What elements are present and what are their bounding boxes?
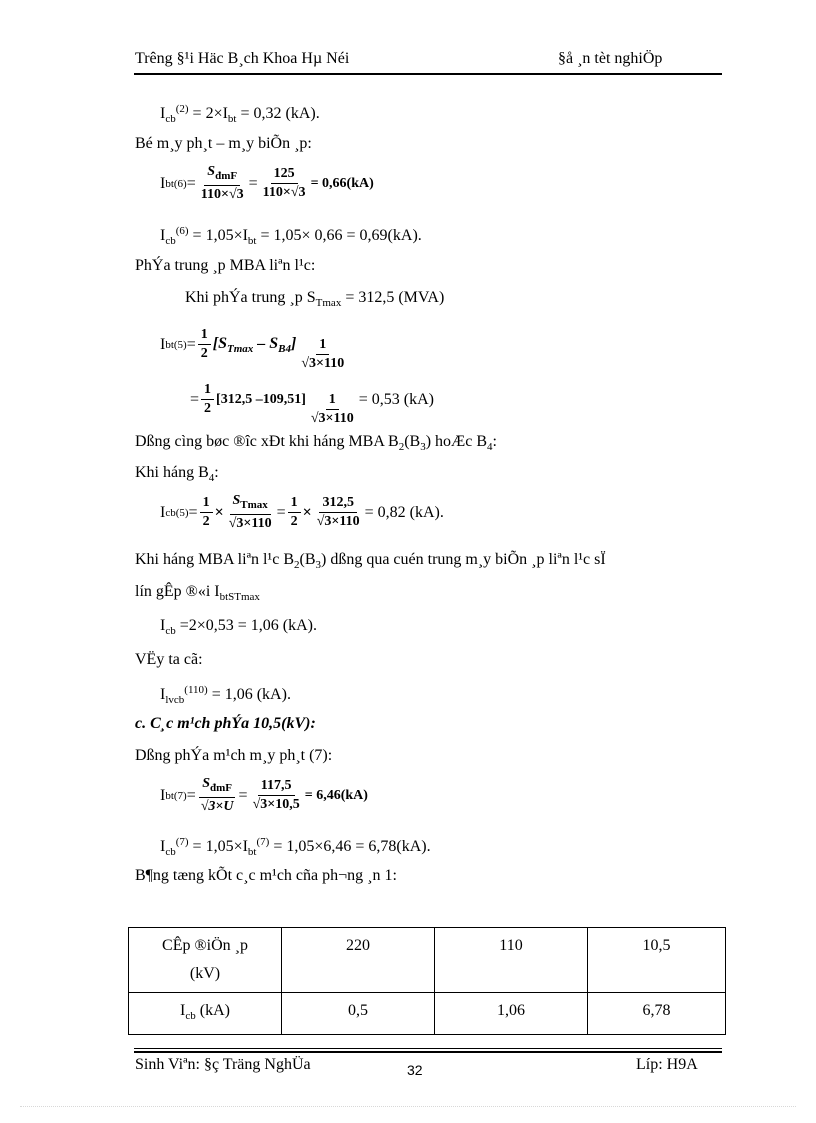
eq-icb5: I cb (5) = $\frac{1}{2}$ × $\frac{S_{Tmax}}{√3\times 110}$ = $\frac{1}{2}$ × $\frac{312,5}{√3\times 110}$ = 0,82 (kA).	[160, 493, 444, 531]
text-vay-ta-co: VËy ta cã:	[135, 651, 203, 668]
fraction: $\frac{1}{2}$	[200, 494, 213, 531]
fraction: $\frac{S_{đmF}}{√3\times U}$	[200, 776, 234, 814]
fraction: $\frac{125}{110\times√3}$	[262, 166, 306, 200]
table-cell: 110	[435, 928, 588, 993]
table-cell: 220	[282, 928, 435, 993]
page-number: 32	[407, 1062, 423, 1078]
table-cell: CÊp ®iÖn ¸p (kV)	[129, 928, 282, 993]
eq-icb7: $I_{cb}^{(7)} = 1,05\times I_{bt}^{(7)} = 1,05\times 6,46 = 6,78(kA)$.	[160, 836, 431, 858]
fraction: $\frac{S_{Tmax}}{√3\times 110}$	[228, 493, 272, 531]
text-bang-tong-ket: B¶ng tæng kÕt c¸c m¹ch cña ph¬ng ¸n 1:	[135, 867, 397, 884]
table-row	[129, 993, 726, 1035]
table-cell: $I_{cb}$ (kA)	[129, 993, 282, 1035]
table-cell: 1,06	[435, 993, 588, 1035]
table-cell: 10,5	[588, 928, 726, 993]
footer-right: Líp: H9A	[636, 1056, 698, 1073]
header-right: §å ¸n tèt nghiÖp	[558, 50, 663, 67]
fraction: $\frac{1}{2}$	[288, 494, 301, 531]
fraction: $\frac{1}{2}$	[201, 381, 214, 418]
text-bo-may-phat: Bé m¸y ph¸t – m¸y biÕn ¸p:	[135, 135, 312, 152]
text-phia-trung-ap: PhÝa trung ¸p MBA liªn l¹c:	[135, 257, 316, 274]
text-khi-hong-b4: Khi háng $B_4$:	[135, 464, 219, 484]
eq-ibt5: I bt (5) = $\frac{1}{2}$ $[S_{Tmax} - S_{B4}]$ $\frac{1}{√3\times 110}$	[160, 316, 349, 373]
eq-icb2: $I_{cb}^{(2)} = 2\times I_{bt} = 0,32$ (kA).	[160, 103, 320, 125]
table-cell: 6,78	[588, 993, 726, 1035]
header-rule	[134, 73, 722, 75]
footer-rule-1	[134, 1048, 722, 1049]
fraction: $\frac{1}{2}$	[198, 326, 211, 363]
table-row	[129, 928, 726, 993]
summary-table	[128, 927, 726, 1035]
fraction: $\frac{117,5}{√3\times 10,5}$	[252, 778, 300, 812]
eq-ibt7: I bt (7) = $\frac{S_{đmF}}{√3\times U}$ = $\frac{117,5}{√3\times 10,5}$ = 6,46(kA)	[160, 776, 368, 814]
footer-rule-2	[134, 1051, 722, 1053]
fraction: $\frac{1}{√3\times 110}$	[301, 337, 345, 371]
eq-ibt6: I bt (6) = $\frac{S_{đmF}}{110\times√3}$ = $\frac{125}{110\times√3}$ = 0,66(kA)	[160, 164, 374, 202]
footer-left: Sinh Viªn: §ç Träng NghÜa	[135, 1056, 311, 1073]
eq-ilvcb: $I_{lvcb}^{(110)} = 1,06$ (kA).	[160, 684, 291, 706]
fraction: $\frac{312,5}{√3\times 110}$	[316, 495, 360, 529]
text-lon-gap-doi: lín gÊp ®«i $I_{btSTmax}$	[135, 583, 260, 603]
eq-ibt5-value: = $\frac{1}{2}$ [312,5 –109,51] $\frac{1}{√3\times 110}$ = 0,53 (kA)	[190, 382, 434, 426]
text-khi-hong-mba: Khi háng MBA liªn l¹c $B_2(B_3)$ dßng qua cuén trung m¸y biÕn ¸p liªn l¹c sÏ	[135, 551, 606, 571]
fraction: $\frac{S_{đmF}}{110\times√3}$	[200, 164, 244, 202]
eq-icb: $I_{cb} =2\times 0,53 = 1,06$ (kA).	[160, 617, 317, 637]
eq-icb6: $I_{cb}^{(6)} = 1,05\times I_{bt} = 1,05\times 0,66 = 0,69(kA)$.	[160, 225, 422, 247]
text-dong-phia-mach: Dßng phÝa m¹ch m¸y ph¸t (7):	[135, 747, 333, 764]
table-cell: 0,5	[282, 993, 435, 1035]
text-dong-cuong-buc: Dßng cìng bøc ®îc xÐt khi háng MBA $B_2(B_3)$ hoÆc $B_4$:	[135, 433, 497, 453]
section-heading-c: c. C¸c m¹ch phÝa 10,5(kV):	[135, 715, 316, 732]
text-khi-phia-trung-ap: Khi phÝa trung ¸p $S_{Tmax} = 312,5$ (MVA)	[185, 289, 445, 309]
header-left: Trêng §¹i Häc B¸ch Khoa Hµ Néi	[135, 50, 350, 67]
page-bottom-divider	[20, 1106, 796, 1107]
fraction: $\frac{1}{√3\times 110}$	[310, 392, 354, 426]
